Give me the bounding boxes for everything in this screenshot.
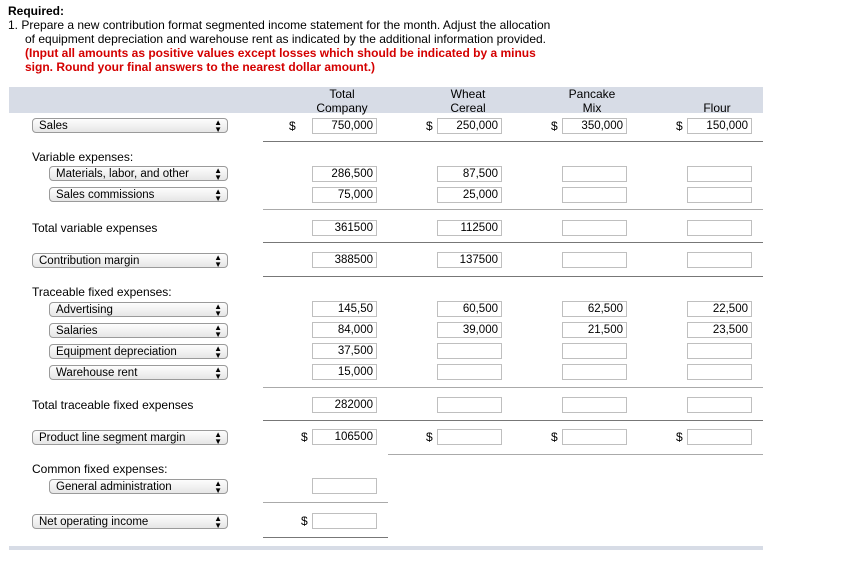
salaries-wheat-input[interactable]: 39,000 [437, 322, 502, 338]
total-variable-label: Total variable expenses [32, 221, 158, 235]
net-income-label-select[interactable] [32, 514, 228, 529]
depreciation-label: Equipment depreciation [56, 346, 177, 358]
sales-total-input[interactable]: 750,000 [312, 118, 377, 134]
total-variable-flour-input[interactable] [687, 220, 752, 236]
depreciation-pancake-input[interactable] [562, 343, 627, 359]
select-arrows-icon: ▲ ▼ [214, 479, 222, 495]
divider [263, 242, 763, 243]
materials-flour-input[interactable] [687, 166, 752, 182]
select-arrows-icon: ▲ ▼ [214, 253, 222, 269]
contribution-label: Contribution margin [39, 255, 140, 267]
general-admin-label-select[interactable] [49, 479, 228, 494]
contribution-flour-input[interactable] [687, 252, 752, 268]
commissions-pancake-input[interactable] [562, 187, 627, 203]
header-wheat-line1: Wheat [450, 87, 486, 101]
header-total-company [302, 87, 382, 115]
general-admin-total-input[interactable] [312, 478, 377, 494]
select-arrows-icon: ▲ ▼ [214, 323, 222, 339]
instruction-note-2: sign. Round your final answers to the nearest dollar amount.) [25, 60, 376, 74]
dollar-sign: $ [676, 119, 683, 133]
commissions-wheat-input[interactable]: 25,000 [437, 187, 502, 203]
advertising-wheat-input[interactable]: 60,500 [437, 301, 502, 317]
contribution-wheat-input[interactable]: 137500 [437, 252, 502, 268]
total-variable-pancake-input[interactable] [562, 220, 627, 236]
total-variable-wheat-input[interactable]: 112500 [437, 220, 502, 236]
total-traceable-label: Total traceable fixed expenses [32, 398, 194, 412]
commissions-flour-input[interactable] [687, 187, 752, 203]
general-admin-label: General administration [56, 481, 172, 493]
variable-expenses-heading: Variable expenses: [32, 150, 134, 164]
select-arrows-icon: ▲ ▼ [214, 344, 222, 360]
sales-label-select[interactable] [32, 118, 228, 133]
instruction-note-1: (Input all amounts as positive values except losses which should be indicated by a minus [25, 46, 536, 60]
net-income-label: Net operating income [39, 516, 149, 528]
divider [263, 502, 388, 503]
materials-wheat-input[interactable]: 87,500 [437, 166, 502, 182]
segment-margin-label-select[interactable] [32, 430, 228, 445]
salaries-flour-input[interactable]: 23,500 [687, 322, 752, 338]
traceable-expenses-heading: Traceable fixed expenses: [32, 285, 172, 299]
segment-margin-label: Product line segment margin [39, 432, 186, 444]
header-flour: Flour [703, 101, 731, 115]
sales-flour-input[interactable]: 150,000 [687, 118, 752, 134]
table-header-band [9, 87, 763, 113]
divider [263, 420, 763, 421]
salaries-total-input[interactable]: 84,000 [312, 322, 377, 338]
select-arrows-icon: ▲ ▼ [214, 514, 222, 530]
select-arrows-icon: ▲ ▼ [214, 365, 222, 381]
dollar-sign: $ [301, 514, 308, 528]
total-traceable-total-input[interactable]: 282000 [312, 397, 377, 413]
commissions-label-select[interactable] [49, 187, 228, 202]
total-traceable-flour-input[interactable] [687, 397, 752, 413]
header-pancake-line2: Mix [582, 101, 602, 115]
net-income-total-input[interactable] [312, 513, 377, 529]
dollar-sign: $ [301, 430, 308, 444]
commissions-total-input[interactable]: 75,000 [312, 187, 377, 203]
commissions-label: Sales commissions [56, 189, 155, 201]
divider [263, 276, 763, 277]
total-variable-total-input[interactable]: 361500 [312, 220, 377, 236]
header-wheat-line2: Cereal [450, 101, 486, 115]
advertising-total-input[interactable]: 145,50 [312, 301, 377, 317]
select-arrows-icon: ▲ ▼ [214, 302, 222, 318]
contribution-pancake-input[interactable] [562, 252, 627, 268]
warehouse-wheat-input[interactable] [437, 364, 502, 380]
header-wheat-cereal [428, 87, 508, 115]
divider [263, 141, 763, 142]
depreciation-wheat-input[interactable] [437, 343, 502, 359]
advertising-label-select[interactable] [49, 302, 228, 317]
total-traceable-pancake-input[interactable] [562, 397, 627, 413]
warehouse-label: Warehouse rent [56, 367, 138, 379]
materials-pancake-input[interactable] [562, 166, 627, 182]
segment-margin-total-input[interactable]: 106500 [312, 429, 377, 445]
select-arrows-icon: ▲ ▼ [214, 166, 222, 182]
salaries-label-select[interactable] [49, 323, 228, 338]
sales-label: Sales [39, 120, 68, 132]
segment-margin-flour-input[interactable] [687, 429, 752, 445]
sales-pancake-input[interactable]: 350,000 [562, 118, 627, 134]
dollar-sign: $ [676, 430, 683, 444]
dollar-sign: $ [551, 119, 558, 133]
materials-label-select[interactable] [49, 166, 228, 181]
depreciation-flour-input[interactable] [687, 343, 752, 359]
divider [263, 209, 763, 210]
header-pancake-line1: Pancake [568, 87, 616, 101]
divider [263, 387, 763, 388]
materials-label: Materials, labor, and other [56, 168, 189, 180]
dollar-sign: $ [426, 119, 433, 133]
segment-margin-wheat-input[interactable] [437, 429, 502, 445]
common-expenses-heading: Common fixed expenses: [32, 462, 168, 476]
warehouse-flour-input[interactable] [687, 364, 752, 380]
sales-wheat-input[interactable]: 250,000 [437, 118, 502, 134]
header-total-line1: Total [329, 87, 355, 101]
header-total-line2: Company [316, 101, 368, 115]
advertising-label: Advertising [56, 304, 113, 316]
depreciation-total-input[interactable]: 37,500 [312, 343, 377, 359]
warehouse-pancake-input[interactable] [562, 364, 627, 380]
select-arrows-icon: ▲ ▼ [214, 118, 222, 134]
dollar-sign: $ [426, 430, 433, 444]
select-arrows-icon: ▲ ▼ [214, 430, 222, 446]
header-pancake-mix [552, 87, 632, 115]
warehouse-total-input[interactable]: 15,000 [312, 364, 377, 380]
instruction-line-2: of equipment depreciation and warehouse rent as indicated by the additional information provided. [25, 32, 547, 46]
salaries-pancake-input[interactable]: 21,500 [562, 322, 627, 338]
table-footer-band [9, 546, 763, 550]
contribution-total-input[interactable]: 388500 [312, 252, 377, 268]
advertising-pancake-input[interactable]: 62,500 [562, 301, 627, 317]
select-arrows-icon: ▲ ▼ [214, 187, 222, 203]
total-traceable-wheat-input[interactable] [437, 397, 502, 413]
dollar-sign: $ [551, 430, 558, 444]
divider [388, 454, 763, 455]
warehouse-label-select[interactable] [49, 365, 228, 380]
segment-margin-pancake-input[interactable] [562, 429, 627, 445]
instruction-line-1: 1. Prepare a new contribution format segmented income statement for the month. Adjust the allocation [8, 18, 551, 32]
salaries-label: Salaries [56, 325, 98, 337]
required-heading: Required: [8, 4, 65, 18]
depreciation-label-select[interactable] [49, 344, 228, 359]
advertising-flour-input[interactable]: 22,500 [687, 301, 752, 317]
divider [263, 537, 388, 538]
dollar-sign: $ [289, 119, 296, 133]
contribution-label-select[interactable] [32, 253, 228, 268]
materials-total-input[interactable]: 286,500 [312, 166, 377, 182]
